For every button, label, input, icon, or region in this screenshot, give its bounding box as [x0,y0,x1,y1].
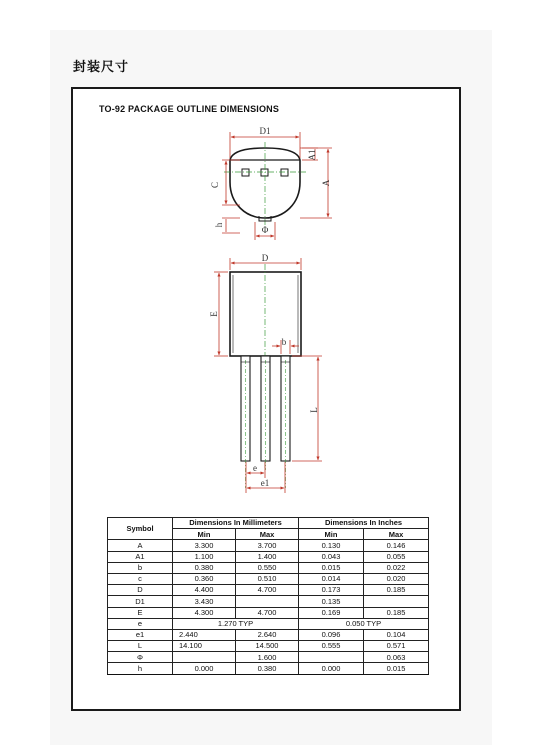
cell-symbol: D1 [108,596,173,607]
cell-mm-min: 14.100 [173,641,236,652]
cell-mm-max: 1.400 [236,551,299,562]
cell-mm-min [173,652,236,663]
top-view-pin-2 [261,169,268,176]
cell-mm-min: 1.100 [173,551,236,562]
cell-in-min: 0.130 [299,540,364,551]
label-e: e [253,463,257,473]
cell-mm-min: 0.000 [173,663,236,674]
cell-in-min: 0.014 [299,573,364,584]
cell-in-max: 0.055 [364,551,429,562]
cell-symbol: D [108,585,173,596]
label-phi: Φ [261,225,269,235]
cell-symbol: E [108,607,173,618]
label-D: D [261,253,269,263]
cell-mm-max: 4.700 [236,607,299,618]
cell-in-max: 0.146 [364,540,429,551]
header-mm-max: Max [236,529,299,540]
cell-in-max: 0.063 [364,652,429,663]
cell-mm-max: 14.500 [236,641,299,652]
cell-mm-min: 0.380 [173,562,236,573]
cell-mm-max: 2.640 [236,629,299,640]
cell-mm-max: 0.380 [236,663,299,674]
label-C: C [210,181,220,189]
label-e1: e1 [260,478,270,488]
label-A1: A1 [307,149,317,161]
cell-in-min: 0.169 [299,607,364,618]
header-inch: Dimensions In Inches [299,518,429,529]
label-D1: D1 [259,126,271,136]
header-mm-min: Min [173,529,236,540]
top-view-pin-3 [281,169,288,176]
table-row [108,562,429,573]
cell-mm-min: 4.300 [173,607,236,618]
cell-in-max: 0.022 [364,562,429,573]
cell-in-min: 0.043 [299,551,364,562]
label-h: h [214,222,224,228]
header-mm: Dimensions In Millimeters [173,518,299,529]
cell-mm-max: 1.600 [236,652,299,663]
table-row [108,641,429,652]
cell-in-max: 0.020 [364,573,429,584]
cell-mm-max: 3.700 [236,540,299,551]
cell-mm-min: 0.360 [173,573,236,584]
cell-in-min [299,652,364,663]
outline-title: TO-92 PACKAGE OUTLINE DIMENSIONS [99,104,280,114]
cell-in-max: 0.185 [364,607,429,618]
cell-in-min: 0.173 [299,585,364,596]
dimensions-table [107,517,429,675]
cell-symbol: c [108,573,173,584]
cell-mm-typ: 1.270 TYP [173,618,299,629]
cell-symbol: h [108,663,173,674]
cell-symbol: b [108,562,173,573]
cell-mm-min: 3.430 [173,596,236,607]
cell-in-min: 0.555 [299,641,364,652]
header-in-max: Max [364,529,429,540]
table-row [108,585,429,596]
cell-in-min: 0.135 [299,596,364,607]
front-view [230,264,301,488]
table-row [108,618,429,629]
cell-in-max: 0.104 [364,629,429,640]
cell-symbol: e [108,618,173,629]
cell-symbol: Φ [108,652,173,663]
header-in-min: Min [299,529,364,540]
table-row [108,652,429,663]
cell-symbol: A1 [108,551,173,562]
cell-mm-max: 0.550 [236,562,299,573]
cell-in-min: 0.096 [299,629,364,640]
cell-in-typ: 0.050 TYP [299,618,429,629]
cell-in-max [364,596,429,607]
top-view-pin-1 [242,169,249,176]
cell-in-min: 0.000 [299,663,364,674]
table-row [108,607,429,618]
cell-in-max: 0.571 [364,641,429,652]
table-row [108,663,429,674]
cell-in-max: 0.185 [364,585,429,596]
cell-symbol: A [108,540,173,551]
cell-mm-min: 4.400 [173,585,236,596]
cell-in-min: 0.015 [299,562,364,573]
cell-mm-min: 3.300 [173,540,236,551]
table-row [108,629,429,640]
label-E: E [209,311,219,317]
cell-mm-max: 0.510 [236,573,299,584]
label-A: A [321,179,331,187]
label-L: L [309,407,319,413]
page-heading: 封装尺寸 [73,60,130,75]
cell-mm-max [236,596,299,607]
top-view [224,142,306,232]
header-symbol: Symbol [108,518,173,540]
table-row [108,573,429,584]
cell-symbol: L [108,641,173,652]
cell-in-max: 0.015 [364,663,429,674]
cell-mm-min: 2.440 [173,629,236,640]
table-row [108,551,429,562]
table-row [108,540,429,551]
cell-mm-max: 4.700 [236,585,299,596]
cell-symbol: e1 [108,629,173,640]
label-b: b [281,337,287,347]
table-row [108,596,429,607]
